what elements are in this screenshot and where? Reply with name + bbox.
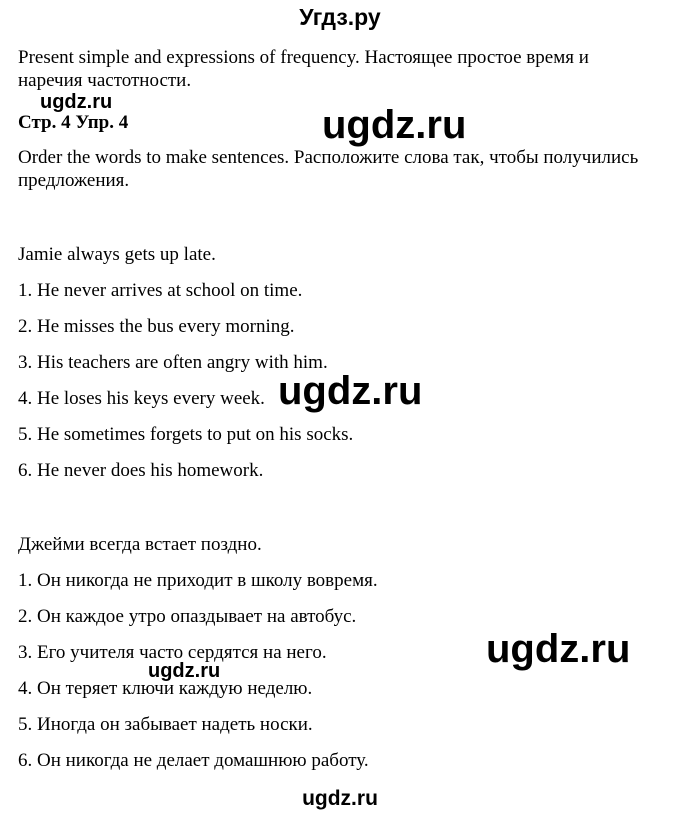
watermark-small-bottom: ugdz.ru: [148, 660, 221, 682]
english-lead-sentence: Jamie always gets up late.: [18, 244, 216, 265]
watermark-small-top: ugdz.ru: [40, 91, 113, 113]
site-header-title: Угдз.ру: [299, 4, 381, 30]
page-reference-heading: Стр. 4 Упр. 4: [18, 112, 129, 133]
instruction-text: Order the words to make sentences. Расположите слова так, чтобы получились предложения.: [18, 147, 639, 191]
english-sentence-5: 5. He sometimes forgets to put on his socks.: [18, 424, 354, 445]
english-sentence-2: 2. He misses the bus every morning.: [18, 316, 295, 337]
russian-sentence-5: 5. Иногда он забывает надеть носки.: [18, 714, 313, 735]
watermark-large-middle: ugdz.ru: [278, 369, 423, 413]
english-sentence-4: 4. He loses his keys every week.: [18, 388, 265, 409]
russian-sentence-1: 1. Он никогда не приходит в школу вовремя.: [18, 570, 378, 591]
english-sentence-6: 6. He never does his homework.: [18, 460, 264, 481]
russian-sentence-4: 4. Он теряет ключи каждую неделю.: [18, 678, 313, 699]
russian-sentence-6: 6. Он никогда не делает домашнюю работу.: [18, 750, 369, 771]
topic-text: Present simple and expressions of frequency. Настоящее простое время и наречия частотности.: [18, 47, 589, 91]
english-sentence-3: 3. His teachers are often angry with him.: [18, 352, 328, 373]
russian-sentence-2: 2. Он каждое утро опаздывает на автобус.: [18, 606, 357, 627]
english-sentence-1: 1. He never arrives at school on time.: [18, 280, 303, 301]
site-footer-link[interactable]: ugdz.ru: [302, 787, 378, 810]
watermark-large-bottom-right: ugdz.ru: [486, 627, 631, 671]
russian-lead-sentence: Джейми всегда встает поздно.: [18, 534, 262, 555]
russian-sentence-3: 3. Его учителя часто сердятся на него.: [18, 642, 327, 663]
watermark-large-top: ugdz.ru: [322, 103, 467, 147]
